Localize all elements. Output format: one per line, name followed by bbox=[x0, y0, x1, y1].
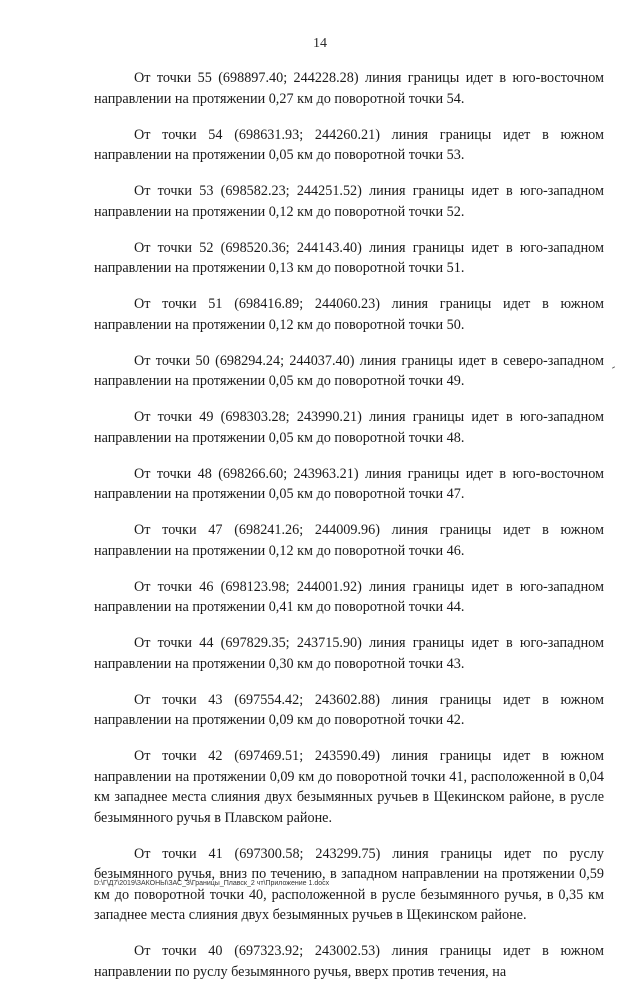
scan-speck bbox=[612, 366, 615, 368]
document-body bbox=[94, 68, 604, 998]
paragraph: От точки 46 (698123.98; 244001.92) линия границы идет в юго-западном направлении на протяжении 0,41 км до поворотной точки 44. bbox=[94, 578, 604, 615]
paragraph: От точки 42 (697469.51; 243590.49) линия границы идет в южном направлении на протяжении 0,09 км до поворотной точки 41, расположенной в 0,04 км западнее места слияния двух безымянных ручьев в Щекинском районе, в русле безымянного ручья в Плавском районе. bbox=[94, 748, 604, 826]
page-number: 14 bbox=[313, 36, 327, 51]
paragraph: От точки 54 (698631.93; 244260.21) линия границы идет в южном направлении на протяжении 0,05 км до поворотной точки 53. bbox=[94, 126, 604, 163]
paragraph: От точки 49 (698303.28; 243990.21) линия границы идет в юго-западном направлении на протяжении 0,05 км до поворотной точки 48. bbox=[94, 409, 604, 446]
paragraph: От точки 41 (697300.58; 243299.75) линия границы идет по руслу безымянного ручья, вниз по течению, в западном направлении на протяжении 0,59 км до поворотной точки 40, расположенной в русле безымянного ручья, в 0,35 км западнее места слияния двух безымянных ручьев в Щекинском районе. bbox=[94, 845, 604, 923]
paragraph: От точки 53 (698582.23; 244251.52) линия границы идет в юго-западном направлении на протяжении 0,12 км до поворотной точки 52. bbox=[94, 183, 604, 220]
paragraph: От точки 48 (698266.60; 243963.21) линия границы идет в юго-восточном направлении на протяжении 0,05 км до поворотной точки 47. bbox=[94, 465, 604, 502]
file-path-footer: D:\Г\Д7\2019\ЗАКОНЫ\ЗАС_3\Границы_Плавск_2 чт\Приложение 1.docx bbox=[94, 880, 330, 887]
paragraph: От точки 52 (698520.36; 244143.40) линия границы идет в юго-западном направлении на протяжении 0,13 км до поворотной точки 51. bbox=[94, 239, 604, 276]
paragraph: От точки 55 (698897.40; 244228.28) линия границы идет в юго-восточном направлении на протяжении 0,27 км до поворотной точки 54. bbox=[94, 70, 604, 107]
paragraph: От точки 51 (698416.89; 244060.23) линия границы идет в южном направлении на протяжении 0,12 км до поворотной точки 50. bbox=[94, 296, 604, 333]
paragraph: От точки 50 (698294.24; 244037.40) линия границы идет в северо-западном направлении на протяжении 0,05 км до поворотной точки 49. bbox=[94, 352, 604, 389]
paragraph: От точки 43 (697554.42; 243602.88) линия границы идет в южном направлении на протяжении 0,09 км до поворотной точки 42. bbox=[94, 691, 604, 728]
paragraph: От точки 44 (697829.35; 243715.90) линия границы идет в юго-западном направлении на протяжении 0,30 км до поворотной точки 43. bbox=[94, 635, 604, 672]
paragraph: От точки 47 (698241.26; 244009.96) линия границы идет в южном направлении на протяжении 0,12 км до поворотной точки 46. bbox=[94, 522, 604, 559]
paragraph: От точки 40 (697323.92; 243002.53) линия границы идет в южном направлении по руслу безымянного ручья, вверх против течения, на bbox=[94, 943, 604, 980]
